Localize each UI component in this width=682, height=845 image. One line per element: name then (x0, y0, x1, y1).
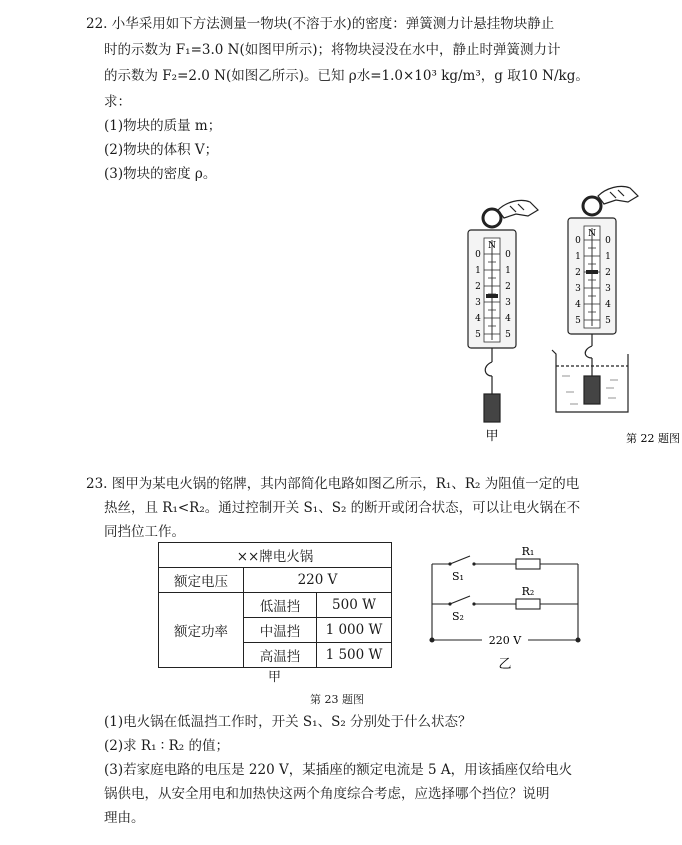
scale-tick-label: 3 (575, 284, 581, 294)
figure-label-jia: 甲 (485, 429, 499, 444)
scale-tick-label: 2 (605, 268, 611, 278)
switch-s1-label: S₁ (452, 570, 464, 583)
scale-tick-label: 2 (575, 268, 581, 278)
scale-unit-right: N (588, 229, 596, 239)
rated-voltage-value: 220 V (244, 568, 392, 593)
resistor-r1-label: R₁ (521, 545, 535, 558)
scale-tick-label: 1 (475, 266, 481, 276)
scale-tick-label: 4 (475, 314, 481, 324)
scale-tick-label: 0 (575, 236, 581, 246)
power-level-value: 1 000 W (317, 618, 392, 643)
q23-sub-question-3-line1: (3)若家庭电路的电压是 220 V，某插座的额定电流是 5 A，用该插座仅给电火 (104, 762, 573, 778)
power-level-label: 低温挡 (244, 593, 317, 618)
switch-s2-label: S₂ (452, 610, 464, 623)
power-level-label: 高温挡 (244, 643, 317, 668)
scale-tick-label: 1 (505, 266, 511, 276)
hand-illustration-right (598, 186, 638, 204)
scale-tick-label: 3 (505, 298, 511, 308)
circuit-diagram (420, 544, 590, 674)
scale-ring-left (483, 209, 501, 227)
rated-voltage-label: 额定电压 (159, 568, 244, 593)
q23-sub-question-3-line2: 锅供电，从安全用电和加热快这两个角度综合考虑，应选择哪个挡位？说明 (104, 786, 550, 802)
scale-tick-label: 2 (505, 282, 511, 292)
figure-label-yi: 乙 (498, 657, 512, 672)
scale-tick-label: 4 (505, 314, 511, 324)
hand-illustration-left (498, 200, 538, 218)
q22-sub-question-2: (2)物块的体积 V； (104, 142, 219, 158)
scale-tick-label: 4 (605, 300, 611, 310)
hook-and-block-left (484, 348, 500, 422)
q22-stem-line1: 22. 小华采用如下方法测量一物块(不溶于水)的密度：弹簧测力计悬挂物块静止 (86, 16, 555, 32)
scale-unit-left: N (488, 241, 496, 251)
q22-sub-question-3: (3)物块的密度 ρ。 (104, 166, 217, 182)
q22-stem-line4: 求： (104, 94, 131, 110)
scale-tick-label: 5 (605, 316, 611, 326)
q22-stem-line2: 时的示数为 F₁=3.0 N(如图甲所示)；将物块浸没在水中，静止时弹簧测力计 (104, 42, 561, 58)
table-row (159, 593, 392, 618)
scale-tick-label: 1 (575, 252, 581, 262)
resistor-r2-label: R₂ (521, 585, 535, 598)
q23-sub-question-3-line3: 理由。 (104, 810, 145, 826)
q22-sub-question-1: (1)物块的质量 m； (104, 118, 222, 134)
nameplate-title: ××牌电火锅 (159, 543, 392, 568)
rated-power-label: 额定功率 (159, 593, 244, 668)
q23-sub-question-2: (2)求 R₁ ∶ R₂ 的值； (104, 738, 229, 754)
nameplate-table (158, 542, 392, 668)
q23-stem-line3: 同挡位工作。 (104, 524, 185, 540)
scale-tick-label: 5 (475, 330, 481, 340)
scale-tick-label: 2 (475, 282, 481, 292)
table-row (159, 568, 392, 593)
scale-tick-label: 0 (475, 250, 481, 260)
power-level-label: 中温挡 (244, 618, 317, 643)
q22-stem-line3: 的示数为 F₂=2.0 N(如图乙所示)。已知 ρ水=1.0×10³ kg/m³，g 取10 N/kg。 (104, 68, 589, 84)
scale-tick-label: 3 (605, 284, 611, 294)
scale-tick-label: 5 (575, 316, 581, 326)
scale-ring-right (583, 197, 601, 215)
table-row (159, 543, 392, 568)
scale-tick-label: 1 (605, 252, 611, 262)
power-level-value: 500 W (317, 593, 392, 618)
figure-caption-22: 第 22 题图 (626, 432, 680, 445)
scale-tick-label: 0 (505, 250, 511, 260)
q23-sub-question-1: (1)电火锅在低温挡工作时，开关 S₁、S₂ 分别处于什么状态？ (104, 714, 472, 730)
q23-stem-line1: 23. 图甲为某电火锅的铭牌，其内部简化电路如图乙所示，R₁、R₂ 为阻值一定的电 (86, 476, 580, 492)
power-level-value: 1 500 W (317, 643, 392, 668)
beaker-with-block (552, 334, 628, 412)
scale-tick-label: 0 (605, 236, 611, 246)
q22-figure (420, 176, 680, 456)
scale-tick-label: 5 (505, 330, 511, 340)
supply-voltage-label: 220 V (488, 634, 522, 647)
scale-tick-label: 4 (575, 300, 581, 310)
figure-caption-23: 第 23 题图 (310, 693, 364, 706)
q23-stem-line2: 热丝，且 R₁<R₂。通过控制开关 S₁、S₂ 的断开或闭合状态，可以让电火锅在不 (104, 500, 581, 516)
figure-label-jia-23: 甲 (268, 670, 282, 685)
scale-tick-label: 3 (475, 298, 481, 308)
